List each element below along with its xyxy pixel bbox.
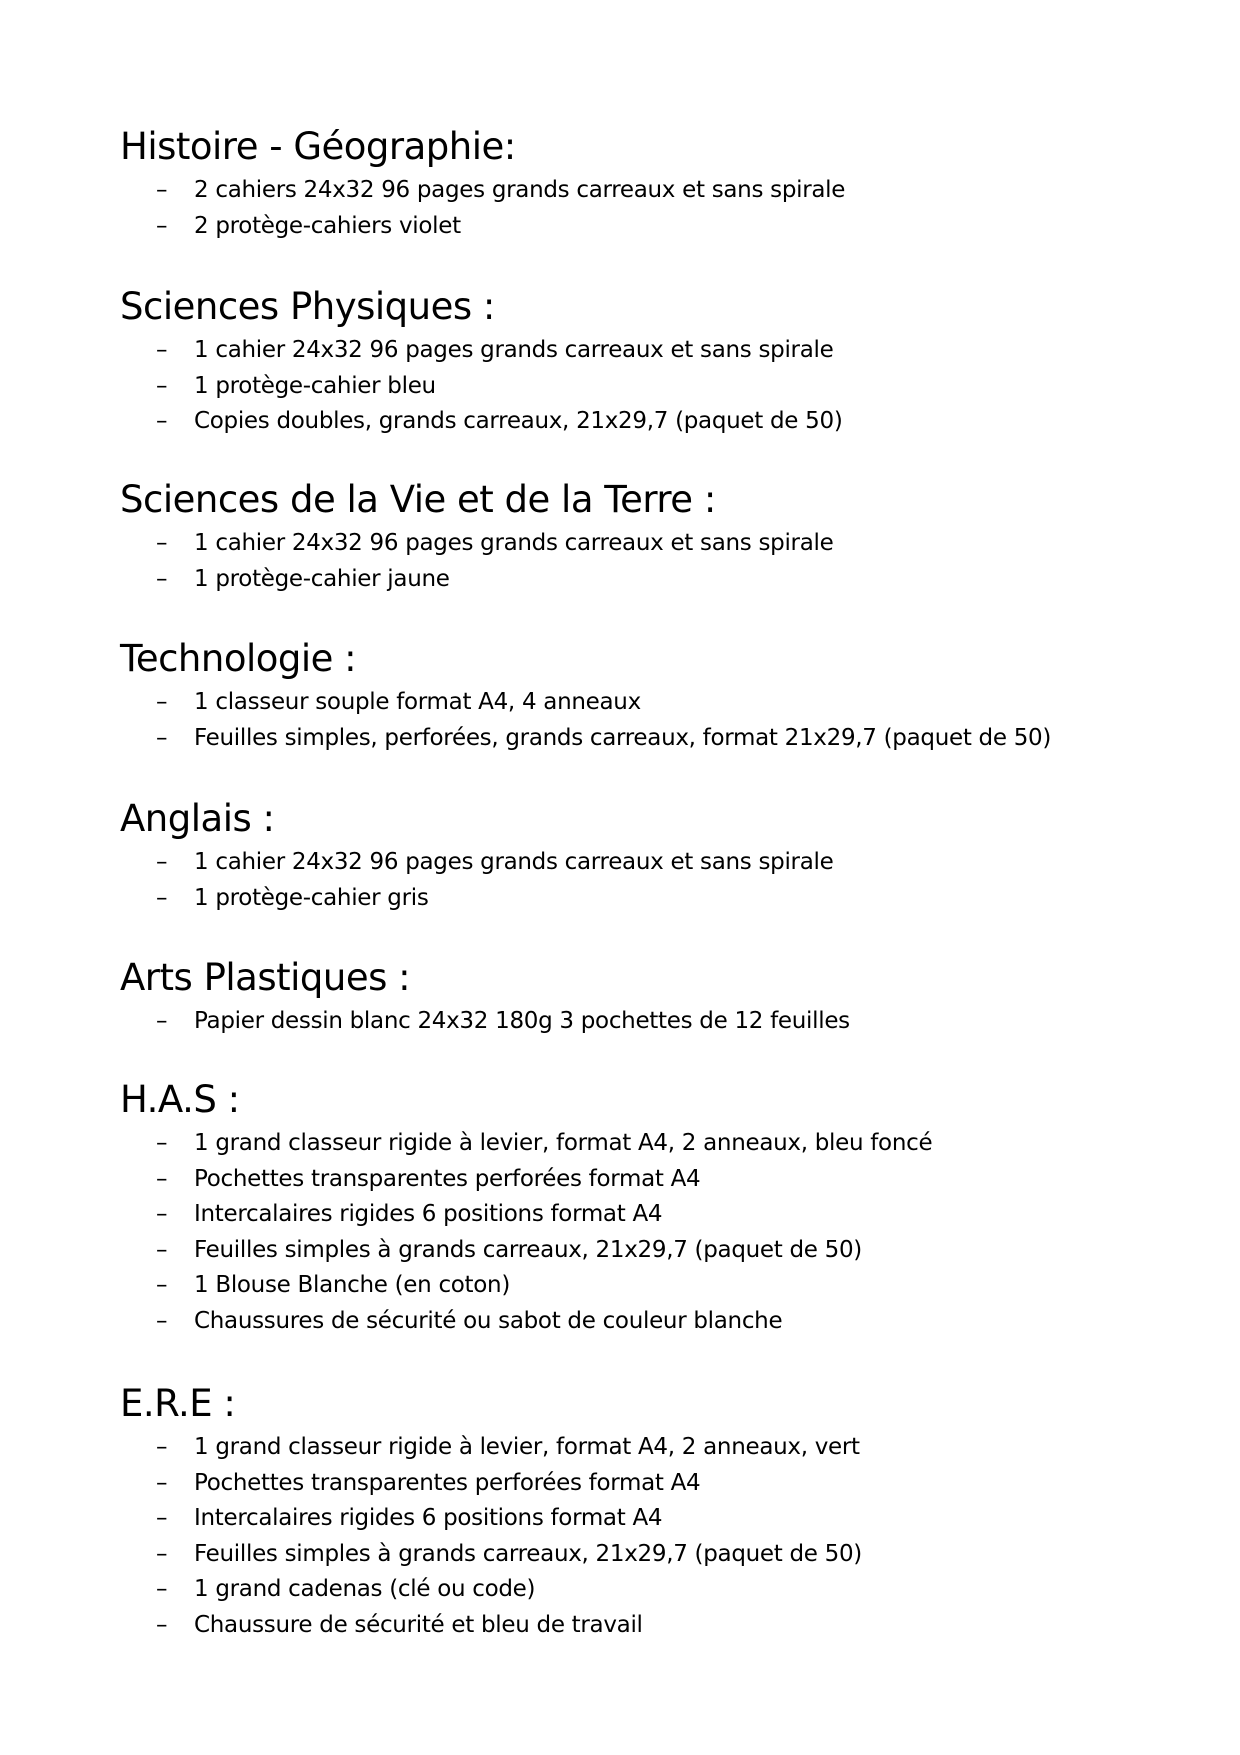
item-text: Intercalaires rigides 6 positions format A4 — [194, 1201, 663, 1227]
list-item — [120, 1304, 932, 1340]
list-item — [120, 685, 1051, 721]
supply-list — [120, 1004, 850, 1040]
subject-section — [120, 478, 833, 597]
subject-section — [120, 637, 1051, 756]
dash-bullet-icon: – — [156, 1008, 168, 1034]
item-text: Feuilles simples à grands carreaux, 21x29,7 (paquet de 50) — [194, 1236, 862, 1263]
dash-bullet-icon: – — [156, 1434, 168, 1460]
list-item — [120, 1197, 932, 1233]
list-item — [120, 881, 833, 917]
dash-bullet-icon: – — [156, 1130, 168, 1156]
dash-bullet-icon: – — [156, 177, 168, 203]
list-item — [120, 1501, 862, 1537]
list-item — [120, 1537, 862, 1573]
list-item — [120, 1466, 862, 1502]
item-text: Pochettes transparentes perforées format A4 — [194, 1469, 701, 1496]
item-text: 1 protège-cahier bleu — [194, 372, 436, 399]
list-item — [120, 1126, 932, 1162]
list-item — [120, 1004, 850, 1040]
dash-bullet-icon: – — [156, 337, 168, 363]
item-text: Feuilles simples, perforées, grands carreaux, format 21x29,7 (paquet de 50) — [194, 724, 1052, 751]
dash-bullet-icon: – — [156, 1236, 168, 1263]
item-text: Intercalaires rigides 6 positions format A4 — [194, 1505, 663, 1531]
supply-list — [120, 685, 1051, 756]
subject-heading: Technologie : — [120, 637, 357, 680]
list-item — [120, 526, 833, 562]
item-text: 1 classeur souple format A4, 4 anneaux — [194, 689, 641, 715]
item-text: 1 protège-cahier gris — [194, 884, 429, 911]
dash-bullet-icon: – — [156, 1611, 168, 1638]
dash-bullet-icon: – — [156, 1505, 168, 1531]
subject-section — [120, 797, 833, 916]
subject-heading: H.A.S : — [120, 1078, 240, 1121]
list-item — [120, 333, 843, 369]
dash-bullet-icon: – — [156, 565, 168, 592]
subject-heading: Histoire - Géographie: — [120, 125, 516, 168]
list-item — [120, 1162, 932, 1198]
item-text: 1 grand cadenas (clé ou code) — [194, 1576, 536, 1602]
list-item — [120, 845, 833, 881]
subject-section — [120, 956, 850, 1040]
subject-heading: Arts Plastiques : — [120, 956, 411, 999]
list-item — [120, 1233, 932, 1269]
supply-list — [120, 1430, 862, 1643]
list-item — [120, 721, 1051, 757]
subject-section — [120, 1078, 932, 1339]
subject-section — [120, 1382, 862, 1643]
dash-bullet-icon: – — [156, 1272, 168, 1298]
item-text: 2 cahiers 24x32 96 pages grands carreaux et sans spirale — [194, 177, 846, 203]
item-text: Chaussure de sécurité et bleu de travail — [194, 1611, 643, 1638]
dash-bullet-icon: – — [156, 689, 168, 715]
supply-list — [120, 1126, 932, 1339]
item-text: Copies doubles, grands carreaux, 21x29,7 (paquet de 50) — [194, 408, 843, 434]
list-item — [120, 1608, 862, 1644]
item-text: 1 Blouse Blanche (en coton) — [194, 1272, 511, 1298]
list-item — [120, 369, 843, 405]
item-text: Feuilles simples à grands carreaux, 21x29,7 (paquet de 50) — [194, 1540, 862, 1567]
subject-section — [120, 285, 843, 440]
subject-heading: Anglais : — [120, 797, 275, 840]
dash-bullet-icon: – — [156, 1540, 168, 1567]
dash-bullet-icon: – — [156, 1469, 168, 1496]
dash-bullet-icon: – — [156, 1201, 168, 1227]
list-item — [120, 562, 833, 598]
dash-bullet-icon: – — [156, 1576, 168, 1602]
supply-list — [120, 526, 833, 597]
item-text: 1 cahier 24x32 96 pages grands carreaux et sans spirale — [194, 849, 834, 875]
subject-heading: Sciences de la Vie et de la Terre : — [120, 478, 716, 521]
dash-bullet-icon: – — [156, 884, 168, 911]
item-text: 1 grand classeur rigide à levier, format A4, 2 anneaux, bleu foncé — [194, 1130, 933, 1156]
list-item — [120, 1572, 862, 1608]
subject-section — [120, 125, 845, 244]
supply-list — [120, 333, 843, 440]
dash-bullet-icon: – — [156, 1165, 168, 1192]
dash-bullet-icon: – — [156, 849, 168, 875]
item-text: Papier dessin blanc 24x32 180g 3 pochettes de 12 feuilles — [194, 1008, 850, 1034]
dash-bullet-icon: – — [156, 408, 168, 434]
dash-bullet-icon: – — [156, 724, 168, 751]
item-text: 1 grand classeur rigide à levier, format A4, 2 anneaux, vert — [194, 1434, 860, 1460]
item-text: 1 protège-cahier jaune — [194, 565, 450, 592]
item-text: 1 cahier 24x32 96 pages grands carreaux et sans spirale — [194, 337, 834, 363]
list-item — [120, 209, 845, 245]
dash-bullet-icon: – — [156, 212, 168, 239]
item-text: Chaussures de sécurité ou sabot de couleur blanche — [194, 1307, 783, 1334]
supply-list — [120, 845, 833, 916]
dash-bullet-icon: – — [156, 1307, 168, 1334]
item-text: Pochettes transparentes perforées format A4 — [194, 1165, 701, 1192]
item-text: 1 cahier 24x32 96 pages grands carreaux et sans spirale — [194, 530, 834, 556]
list-item — [120, 1268, 932, 1304]
list-item — [120, 1430, 862, 1466]
dash-bullet-icon: – — [156, 372, 168, 399]
dash-bullet-icon: – — [156, 530, 168, 556]
subject-heading: Sciences Physiques : — [120, 285, 495, 328]
list-item — [120, 404, 843, 440]
supply-list — [120, 173, 845, 244]
item-text: 2 protège-cahiers violet — [194, 212, 461, 239]
subject-heading: E.R.E : — [120, 1382, 236, 1425]
list-item — [120, 173, 845, 209]
